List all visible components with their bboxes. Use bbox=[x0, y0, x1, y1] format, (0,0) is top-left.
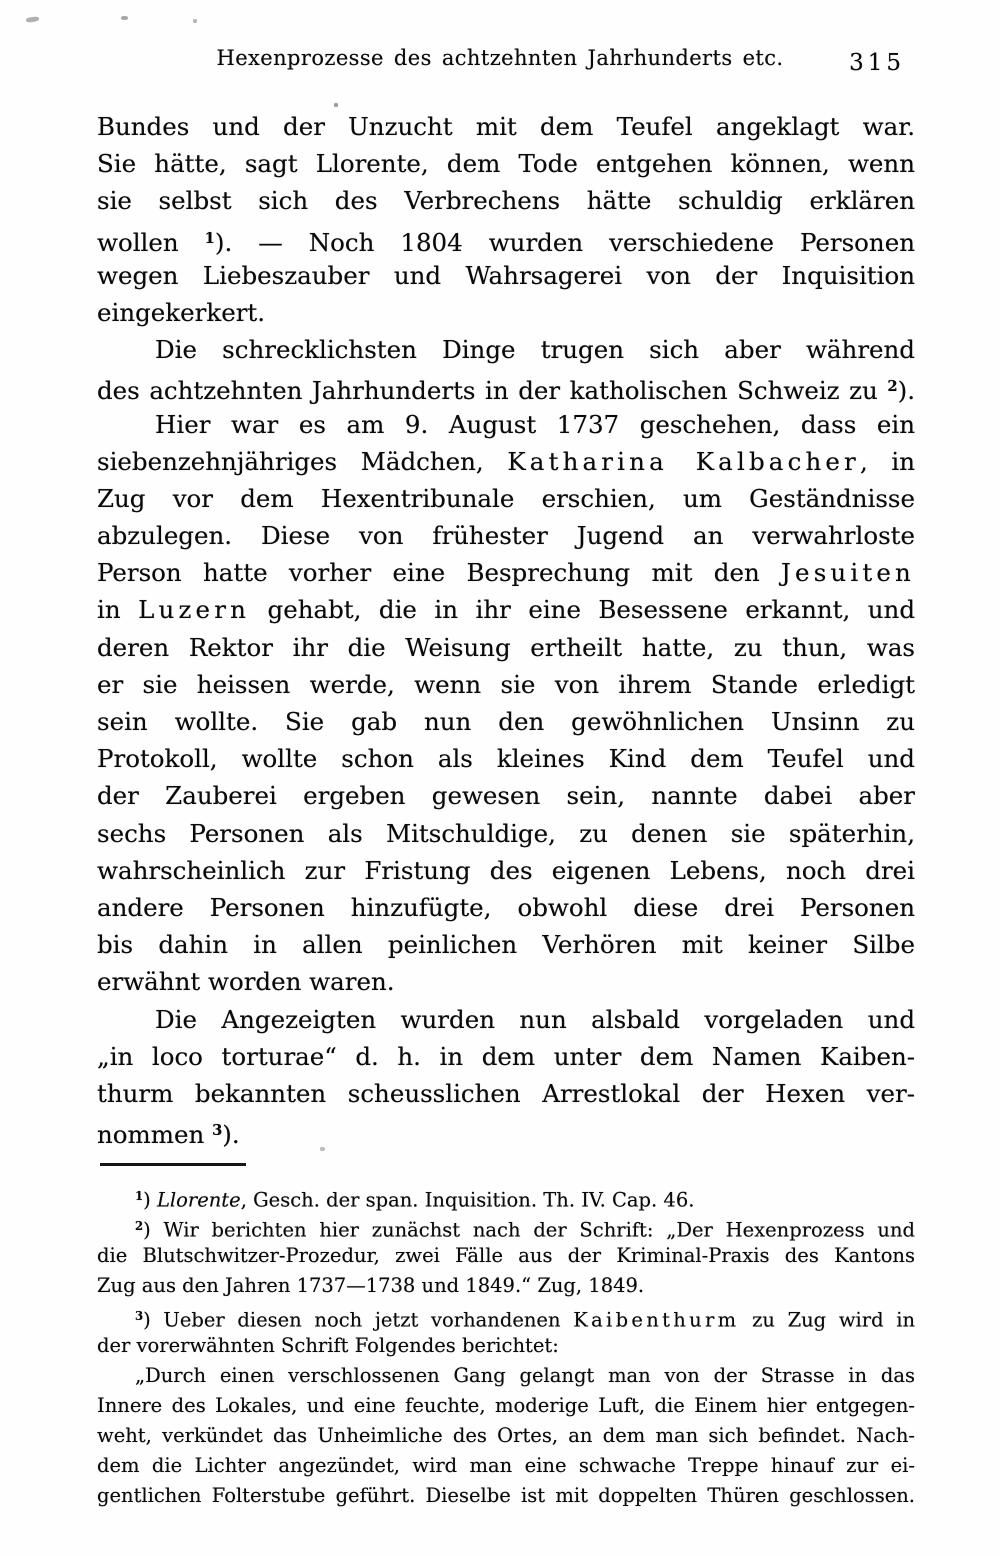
text-line bbox=[97, 1481, 915, 1511]
text-line bbox=[97, 1421, 915, 1451]
text-segment: Die schrecklichsten Dinge trugen sich aber während bbox=[155, 335, 915, 365]
text-line bbox=[97, 629, 915, 666]
text-segment: thurm bekannten scheusslichen Arrestlokal der Hexen ver- bbox=[97, 1078, 915, 1108]
text-line bbox=[97, 443, 915, 480]
text-line bbox=[97, 331, 915, 368]
text-segment: er sie heissen werde, wenn sie von ihrem Stande erledigt bbox=[97, 669, 915, 699]
text-line bbox=[97, 108, 915, 145]
main-text-block bbox=[97, 108, 915, 1149]
text-segment: nommen bbox=[97, 1120, 213, 1150]
letterspaced-text: Katharina Kalbacher bbox=[507, 446, 860, 476]
text-segment: ). — Noch 1804 wurden verschiedene Personen bbox=[214, 227, 915, 257]
letterspaced-text: Kaibenthurm bbox=[573, 1308, 740, 1331]
text-line bbox=[97, 480, 915, 517]
text-segment: Zug aus den Jahren 1737—1738 und 1849.“ Zug, 1849. bbox=[97, 1274, 645, 1297]
scan-speckle bbox=[193, 19, 197, 23]
text-line bbox=[97, 1038, 915, 1075]
text-line bbox=[97, 1271, 915, 1301]
footnote-marker: 2 bbox=[887, 378, 898, 396]
footnote-marker: 3 bbox=[212, 1122, 223, 1140]
text-segment: gentlichen Folterstube geführt. Dieselbe ist mit doppelten Thüren geschlossen. bbox=[97, 1484, 915, 1507]
text-line bbox=[97, 1301, 915, 1331]
footnote-marker: 3 bbox=[135, 1309, 144, 1323]
text-segment: Die Angezeigten wurden nun alsbald vorgeladen und bbox=[155, 1004, 915, 1034]
text-line bbox=[97, 1361, 915, 1391]
text-line bbox=[97, 368, 915, 405]
text-segment: sechs Personen als Mitschuldige, zu denen sie späterhin, bbox=[97, 818, 915, 848]
letterspaced-text: Jesuiten bbox=[781, 558, 915, 588]
footnote-marker: 1 bbox=[204, 229, 215, 247]
text-line bbox=[97, 1001, 915, 1038]
text-line bbox=[97, 591, 915, 628]
footnote-marker: 2 bbox=[135, 1219, 144, 1233]
text-line bbox=[97, 294, 915, 331]
italic-text: Llorente bbox=[156, 1188, 241, 1211]
text-segment: ) bbox=[143, 1188, 157, 1211]
text-segment: weht, verkündet das Unheimliche des Ortes, an dem man sich befindet. Nach- bbox=[97, 1424, 915, 1447]
text-line bbox=[97, 1075, 915, 1112]
text-line bbox=[97, 666, 915, 703]
text-segment: ). bbox=[897, 376, 915, 406]
text-line bbox=[97, 703, 915, 740]
text-segment: eingekerkert. bbox=[97, 297, 266, 327]
footnote-separator-rule bbox=[100, 1163, 246, 1166]
text-segment: in bbox=[97, 595, 139, 625]
text-segment: dem die Lichter angezündet, wird man eine schwache Treppe hinauf zur ei- bbox=[97, 1454, 915, 1477]
text-line bbox=[97, 1112, 915, 1149]
text-segment: andere Personen hinzufügte, obwohl diese drei Personen bbox=[97, 892, 915, 922]
text-segment: Innere des Lokales, und eine feuchte, moderige Luft, die Einem hier entgegen- bbox=[97, 1394, 915, 1417]
text-line bbox=[97, 777, 915, 814]
text-segment: ) Wir berichten hier zunächst nach der Schrift: „Der Hexenprozess und bbox=[143, 1218, 915, 1241]
text-segment: Protokoll, wollte schon als kleines Kind dem Teufel und bbox=[97, 744, 915, 774]
text-segment: siebenzehnjähriges Mädchen, bbox=[97, 446, 508, 476]
text-line bbox=[97, 1331, 915, 1361]
text-segment: ) Ueber diesen noch jetzt vorhandenen bbox=[143, 1308, 574, 1331]
text-segment: zu Zug wird in bbox=[739, 1308, 915, 1331]
text-segment: Person hatte vorher eine Besprechung mit den bbox=[97, 558, 782, 588]
text-segment: Bundes und der Unzucht mit dem Teufel angeklagt war. bbox=[97, 112, 915, 141]
text-line bbox=[97, 554, 915, 591]
text-segment: „Durch einen verschlossenen Gang gelangt man von der Strasse in das bbox=[135, 1364, 915, 1387]
text-segment: die Blutschwitzer-Prozedur, zwei Fälle aus der Kriminal-Praxis des Kantons bbox=[97, 1244, 915, 1267]
text-segment: , in bbox=[859, 446, 915, 476]
text-line bbox=[97, 145, 915, 182]
text-line bbox=[97, 815, 915, 852]
text-segment: der Zauberei ergeben gewesen sein, nannte dabei aber bbox=[97, 781, 915, 811]
scan-speckle bbox=[334, 103, 338, 107]
text-segment: bis dahin in allen peinlichen Verhören mit keiner Silbe bbox=[97, 930, 915, 960]
text-segment: Sie hätte, sagt Llorente, dem Tode entgehen können, wenn bbox=[97, 149, 915, 179]
text-line bbox=[97, 1181, 915, 1211]
page-number: 315 bbox=[849, 50, 905, 76]
letterspaced-text: Luzern bbox=[138, 595, 251, 625]
text-line bbox=[97, 889, 915, 926]
text-line bbox=[97, 852, 915, 889]
text-line bbox=[97, 257, 915, 294]
text-line bbox=[97, 1451, 915, 1481]
running-head-title: Hexenprozesse des achtzehnten Jahrhunderts etc. bbox=[216, 46, 784, 70]
text-segment: Hier war es am 9. August 1737 geschehen, dass ein bbox=[155, 409, 915, 439]
text-segment: gehabt, die in ihr eine Besessene erkannt, und bbox=[250, 595, 915, 625]
text-line bbox=[97, 1391, 915, 1421]
text-segment: der vorerwähnten Schrift Folgendes berichtet: bbox=[97, 1334, 559, 1357]
text-line bbox=[97, 963, 915, 1000]
scan-speckle bbox=[121, 16, 128, 20]
text-segment: erwähnt worden waren. bbox=[97, 967, 395, 997]
text-line bbox=[97, 220, 915, 257]
text-segment: wollen bbox=[97, 227, 205, 257]
text-line bbox=[97, 740, 915, 777]
text-segment: des achtzehnten Jahrhunderts in der katholischen Schweiz zu bbox=[97, 376, 888, 406]
text-segment: deren Rektor ihr die Weisung ertheilt hatte, zu thun, was bbox=[97, 632, 915, 662]
footnotes-block bbox=[97, 1181, 915, 1511]
footnote-marker: 1 bbox=[135, 1189, 144, 1203]
text-segment: sie selbst sich des Verbrechens hätte schuldig erklären bbox=[97, 186, 915, 216]
text-segment: „in loco torturae“ d. h. in dem unter dem Namen Kaiben- bbox=[97, 1041, 915, 1071]
text-segment: , Gesch. der span. Inquisition. Th. IV. Cap. 46. bbox=[240, 1188, 695, 1211]
text-segment: wahrscheinlich zur Fristung des eigenen Lebens, noch drei bbox=[97, 855, 915, 885]
text-line bbox=[97, 406, 915, 443]
text-segment: Zug vor dem Hexentribunale erschien, um Geständnisse bbox=[97, 483, 915, 513]
text-line bbox=[97, 517, 915, 554]
text-segment: wegen Liebeszauber und Wahrsagerei von der Inquisition bbox=[97, 260, 915, 290]
text-segment: sein wollte. Sie gab nun den gewöhnlichen Unsinn zu bbox=[97, 707, 915, 736]
text-line bbox=[97, 1211, 915, 1241]
scan-speckle bbox=[26, 16, 40, 23]
text-line bbox=[97, 926, 915, 963]
text-segment: abzulegen. Diese von frühester Jugend an verwahrloste bbox=[97, 521, 915, 551]
text-line bbox=[97, 1241, 915, 1271]
text-line bbox=[97, 182, 915, 219]
text-segment: ). bbox=[222, 1120, 240, 1150]
